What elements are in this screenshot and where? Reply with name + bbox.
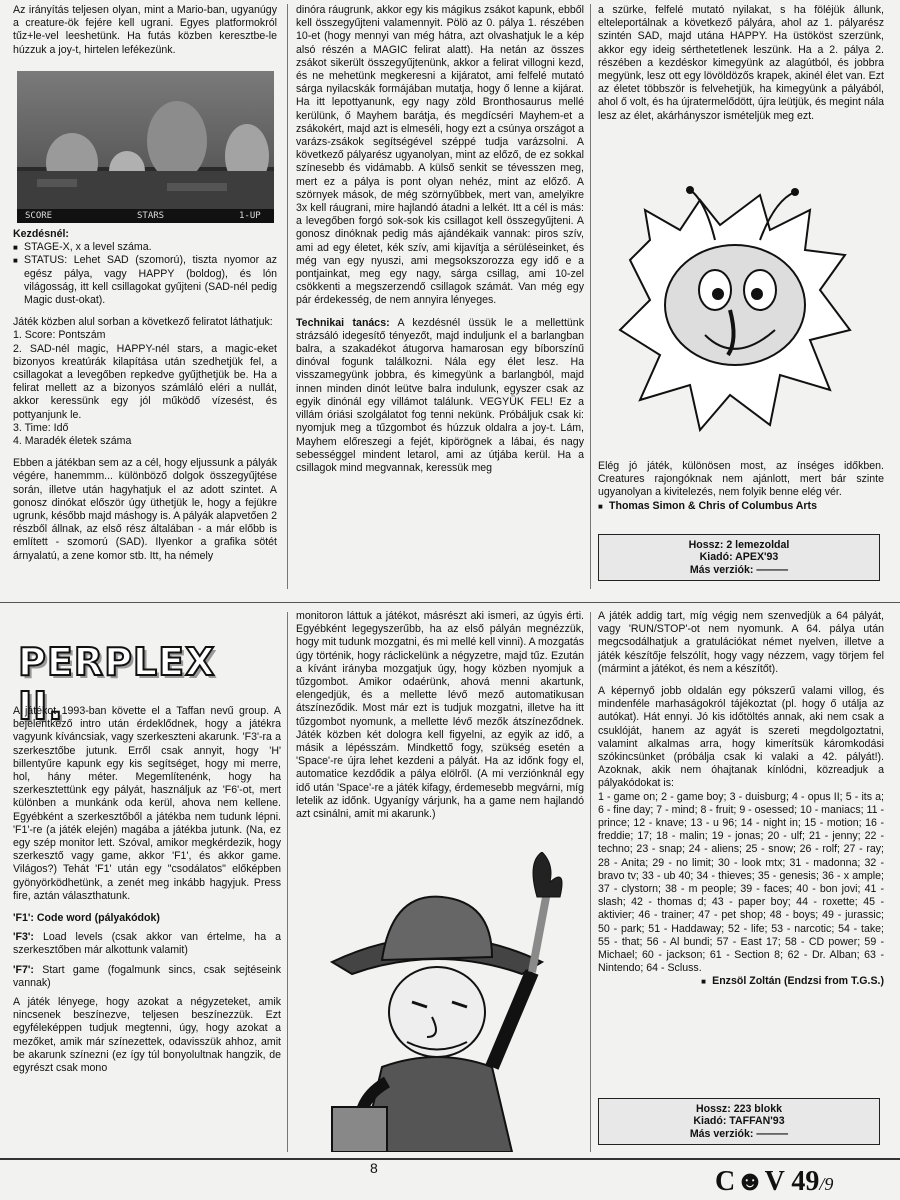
info-size: Hossz: 2 lemezoldal [688,539,790,551]
magazine-logo [715,1166,833,1200]
perplex-palyak: A játék addig tart, míg végig nem szenvedjük a 64 pályát, vagy 'RUN/STOP'-ot nem nyomunk. A 64. pálya után megcsodálhatjuk a gratulációkat német nyelven, illetve a játék készítője felszólít, hogy vagy nézzem, vagy törjem fel (mármint a játékot, és nem a készítőt). [598,610,884,675]
footer-rule [0,1158,900,1160]
level-codes: 1 - game on; 2 - game boy; 3 - duisburg; 4 - opus II; 5 - its a; 6 - fine day; 7 - mind; 8 - fruit; 9 - osessed; 10 - maniacs; 11 - prince; 12 - knave; 13 - u 96; 14 - night in; 15 - motion; 16 - freddie; 17; 18 - malin; 19 - jonas; 20 - ulf; 21 - jenny; 22 - techno; 23 - snap; 24 - aliens; 25 - snow; 26 - rolf; 27 - ray; 28 - Anita; 29 - no limit; 30 - look mtx; 31 - madonna; 32 - bravo tv; 33 - ub 40; 34 - thieves; 35 - genesis; 36 - x ample; 37 - clystorn; 38 - m people; 39 - faces; 40 - bon jovi; 41 - slash; 42 - thomas d; 43 - paper boy; 44 - roxette; 45 - aktivier; 46 - trainer; 47 - pet shop; 48 - boys; 49 - jurassic; 50 - park; 51 - Haddaway; 52 - life; 53 - narcotic; 54 - take; 55 - that; 56 - Al bundi; 57 - East 17; 58 - CD power; 59 - Michael; 60 - jackson; 61 - Section 8; 62 - Dr. Alban; 63 - Nintendo; 64 - Scluss. [598,790,884,975]
article-title: PERPLEX II. [18,640,216,728]
screenshot-hud [17,209,274,223]
section-divider [0,602,900,603]
list-item: 4. Maradék életek száma [13,435,132,448]
col1-bottom [13,705,281,1084]
info-other-versions: Más verziók: ——— [689,1127,789,1140]
perplex-intro: A játékot 1993-ban követte el a Taffan nevű group. A bejelentkező intro után érdeklődnek, hogy a játékra vagyunk kíváncsiak, vagy szerkeszteni akarunk. 'F3'-ra a szerkesztőbe jutunk. Erről csak annyit, hogy 'H' billentyűre kapunk egy kis segítséget, hogy mi merre, hol, hány méter. Megemlítenénk, hogy ha szerkesztettünk egy pályát, használjuk az 'F6'-ot, mert különben a munkánk oda kerül, ahova nem kellene. Egyébként a szerkesztőből a játékba nem tudunk lépni. 'F1'-re (a játék elején) magába a játékba jutunk. (Na, ez egy szép monitor lett. Szóval, amikor megkérdezik, hogy szerkesztő vagy game, akkor 'F1', és akkor game. Világos?) Tehát 'F1' után egy "csodálatos" előképben gyönyörködhetünk, a zenét meg inkább hagyjuk. Press fire, aztán választhatunk. [13,705,281,902]
col3-top [598,4,884,132]
verdict-paragraph: Elég jó játék, különösen most, az ínséges időkben. Creatures rajongóknak nem ajánlott, mert bár szinte ugyanolyan a kivitelezés, nem folyik benne elég vér. [598,460,884,499]
credit-list [598,500,884,513]
author-credit: ■ Thomas Simon & Chris of Columbus Arts [598,500,884,513]
column-divider [590,612,591,1152]
game-info-box [598,1098,880,1145]
feliratok-list [13,329,277,448]
list-item: 2. SAD-nél magic, HAPPY-nél stars, a magic-eket bizonyos kreatúrák kilapítása után szedhetjük fel, a csillagokat a levegőben repkedve gyűjthetjük be. Ha a felirat mellett az a bizonyos számláló eléri a nullát, akkor keressünk egy jól működő vízesést, és pottyanjunk le. [13,342,277,421]
cowboy-illustration [292,852,582,1152]
intro-paragraph: Az irányítás teljesen olyan, mint a Mario-ban, ugyanúgy a creature-ök fejére kell ugrani. Egyes platformokról tűz+le-vel leeshetünk. Ha futás közben keresztbe-le húzzuk a joy-t, hirtelen lefékezünk. [13,4,277,56]
kezdesnel-title: Kezdésnél: [13,228,69,240]
hud-stars: STARS [137,211,165,221]
teleport-paragraph: a szürke, felfelé mutató nyilakat, s ha föléjük állunk, elteleportálnak a következő pályára, ahol az 1. pályarész szintén SAD, majd utána HAPPY. Ha üstököst szerzünk, akkor egy ideig sérthetetlenek leszünk. Ha a 2. pálya 2. részében a kezdéskor kimegyünk az alagútból, és jobbra megyünk, lesz ott egy lövöldözős krapek, akinél élet van. Ezt az életet többször is felvehetjük, ha kimegyünk a pályából, ahol ő volt, és ha újratermelődött, újra leütjük, és megint nála lesz az élet, akárhányszor ismételjük meg ezt. [598,4,884,122]
kezdesnel-list [13,241,277,307]
page-number: 8 [370,1160,378,1176]
hud-1up: 1-UP [239,211,261,221]
creature-illustration [610,180,860,440]
credit-list [598,975,884,988]
hud-score: SCORE [25,211,53,221]
perplex-mozgatas: monitoron láttuk a játékot, másrészt aki ismeri, az úgyis érti. Egyébként legegyszerűbb, ha az első pályán megnézzük, hogy mit tudunk mozgatni, és mi mellé kell vinni). A mozgatás úgy történik, hogy ráclickelünk a négyzetre, majd tűz. Ezután a kívánt irányba mozgatjuk úgy, hogy közben nyomjuk a tűzgombot. Amikor odaérünk, ahová menni akartunk, elengedjük, és a mellette lévő mező automatikusan átszíneződik. Most már ezt is tudjuk mozgatni, illetve ha itt tűzgombot nyomunk, a mellette lévő mezők átszíneződnek. Játék közben két dologra kell figyelni, az egyik az idő, a másik a lépésszám. Mindkettő fogy, szükség esetén a 'Space'-re újra lehet kezdeni a pályát. Ha az időnk fogy el, automatice kezdődik a pálya elölről. (A mi verziónknál egy idő után 'Space'-re a játék kifagy, érdemesebb megvárni, míg letelik az időnk. Ugyanígy várjunk, ha a game nem hajlandó azt csinálni, amit mi akarunk.) [296,610,584,821]
col2-top [296,4,584,484]
screenshot-scene [17,71,274,223]
kezdesnel-item: ■ STATUS: Lehet SAD (szomorú), tiszta nyomor az egész pálya, vagy HAPPY (boldog), és lón világosság, itt kell csillagokat gyűjteni (SAD-nél pedig Magic dust-okat). [13,254,277,307]
column-divider [590,4,591,589]
cel-paragraph: Ebben a játékban sem az a cél, hogy eljussunk a pályák végére, hanemmm... különböző dolgok összegyűjtése során, illetve után hagyhatjuk el az adott szintet. A gonosz dinókat először úgy üthetjük le, hogy a fejükre ugrunk, később majd máshogy is. A pályák alapvetően 2 részből állnak, az első rész általában - a már előbb is említett - szomorú (SAD). Ilyenkor a grafika sötét árnyalatú, a zene komor stb. Itt, ha némely [13,457,277,562]
col1-top-lower [13,228,277,572]
column-divider [287,4,288,589]
info-other-versions: Más verziók: ——— [689,563,789,576]
kezdesnel-item: ■ STAGE-X, x a level száma. [13,241,277,254]
game-screenshot [17,71,274,223]
info-publisher: Kiadó: TAFFAN'93 [693,1115,785,1128]
col3-top-lower [598,460,884,522]
magazine-name: C☻V 49 [715,1166,820,1197]
feliratok-intro: Játék közben alul sorban a következő feliratot láthatjuk: [13,316,273,329]
issue-number: /9 [819,1174,834,1194]
key-list [13,912,281,990]
technikai-tanacs-label: Technikai tanács: [296,316,390,329]
col1-top [13,4,277,66]
key-item: 'F1': Code word (pályakódok) [13,912,160,925]
perplex-kepernyo: A képernyő jobb oldalán egy pókszerű valami villog, és mindenféle marhaságokról tájékoztat (pl. hogy ő utálja az autókat). Hát ennyi. Jó kis időtöltés annak, aki nem csak a csuklóját, hanem az agyát is szereti megdolgoztatni, valamint alkalmas arra, hogy kimerítsük káromkodási szókincsünket (próbálja csak ki valaki a 42. pályát!). Azoknak, akik nem óhajtanak kínlódni, közreadjuk a pályakódokat is: [598,685,884,790]
info-publisher: Kiadó: APEX'93 [699,551,779,564]
key-item: 'F7': Start game (fogalmunk sincs, csak sejtéseink vannak) [13,963,281,989]
technikai-tanacs-paragraph: Technikai tanács: A kezdésnél üssük le a mellettünk strázsáló idegesítő tényezőt, majd induljunk el a barlangban balra, a szakadékot átugorva hamarosan egy bíborszínű dinóval fogunk találkozni. Nála egy élet lesz. Ha visszamegyünk jobbra, és kimegyünk a barlangból, majd innen minden dinót leütve balra indulunk, egyszer csak az egyik dinónál egy villámot találunk. VEGYÜK FEL! Ez a villám óriási szolgálatot fog tenni nekünk. Próbáljuk csak ki: nyomjuk meg a tűzgombot és húzzuk oldalra a joy-t. Lám, Mayhem előreszegi a fejét, kipörögnek a lábai, és nagy sebességgel mindent letarol, ami az útjába kerül. Ha a csillagok mind megvannak, keressük meg [296,316,584,474]
author-credit: ■ Enzsöl Zoltán (Endzsi from T.G.S.) [701,975,884,988]
game-info-box [598,534,880,581]
col3-bottom [598,610,884,998]
list-item: 1. Score: Pontszám [13,329,106,342]
column-divider [287,612,288,1152]
col2-bottom [296,610,584,830]
magic-paragraph: dinóra ráugrunk, akkor egy kis mágikus zsákot kapunk, ebből kell összegyűjteni valamennyit. Pölö az 0. pálya 1. részében 10-et (hogy mennyi van még hátra, azt olvashatjuk le a kép alsó részén a MAGIC felirat alatt). Ha netán az összes zsákot sikerült összegyűjtenünk, akkor a felirat villogni kezd, és ne mehetünk megkeresni a kijáratot, ami felfelé mutató sárga nyilacskák formájában mutatja, hogy ő lenne a kijárat. Ha itt lepottyanunk, egy nagy zöld Bronthosaurus mellé kerülünk, ő Mayhem barátja, és megdícséri Mayhem-et a zsákokért, majd azt is elmeséli, hogy ezt a csúnya országot a varázs-zsákok segítségével széppé tudja varázsolni. A következő pályarész ugyanolyan, mint az előző, de ez sokkal színesebb és vidámabb. A külső senkit se tévesszen meg, mert ez a pálya is pont olyan nehéz, mint az előző. A szörnyek mások, de még szörnyűbbek, mert van, amelyikre 3x kell ráugrani, mire hajlandó átadni a lelkét. Itt a cél is más: a levegőben forgó sok-sok kis csillagot kell összegyűjteni. A gonosz dinóknak pedig más ajándékaik vannak: piros szív, ami ad egy életet, kék szív, ami kijavítja a sérüléseinket, és még van egy nyuszi, ami megsokszorozza egy idő e a pontjainkat, meg egy nagy, sárga csillag, ami 10-zel csökkenti a megszerzendő csillagok számát. Van még egy pár érdekesség, de nem annyira lényeges. [296,4,584,307]
list-item: 3. Time: Idő [13,421,69,434]
key-item: 'F3': Load levels (csak akkor van értelme, ha a szerkesztőben már alkottunk valamit) [13,931,281,957]
perplex-lenyeg: A játék lényege, hogy azokat a négyzeteket, amik nincsenek beszínezve, teljesen beszínezzük. Ezt egyféleképpen tudjuk megtenni, úgy, hogy azokat a mezőket, amik már színezettek, odavisszük ahhoz, amit be akarunk színezni (ez így túl bonyolultnak hangzik, de egyrészt csak mono [13,996,281,1075]
info-size: Hossz: 223 blokk [696,1103,782,1115]
